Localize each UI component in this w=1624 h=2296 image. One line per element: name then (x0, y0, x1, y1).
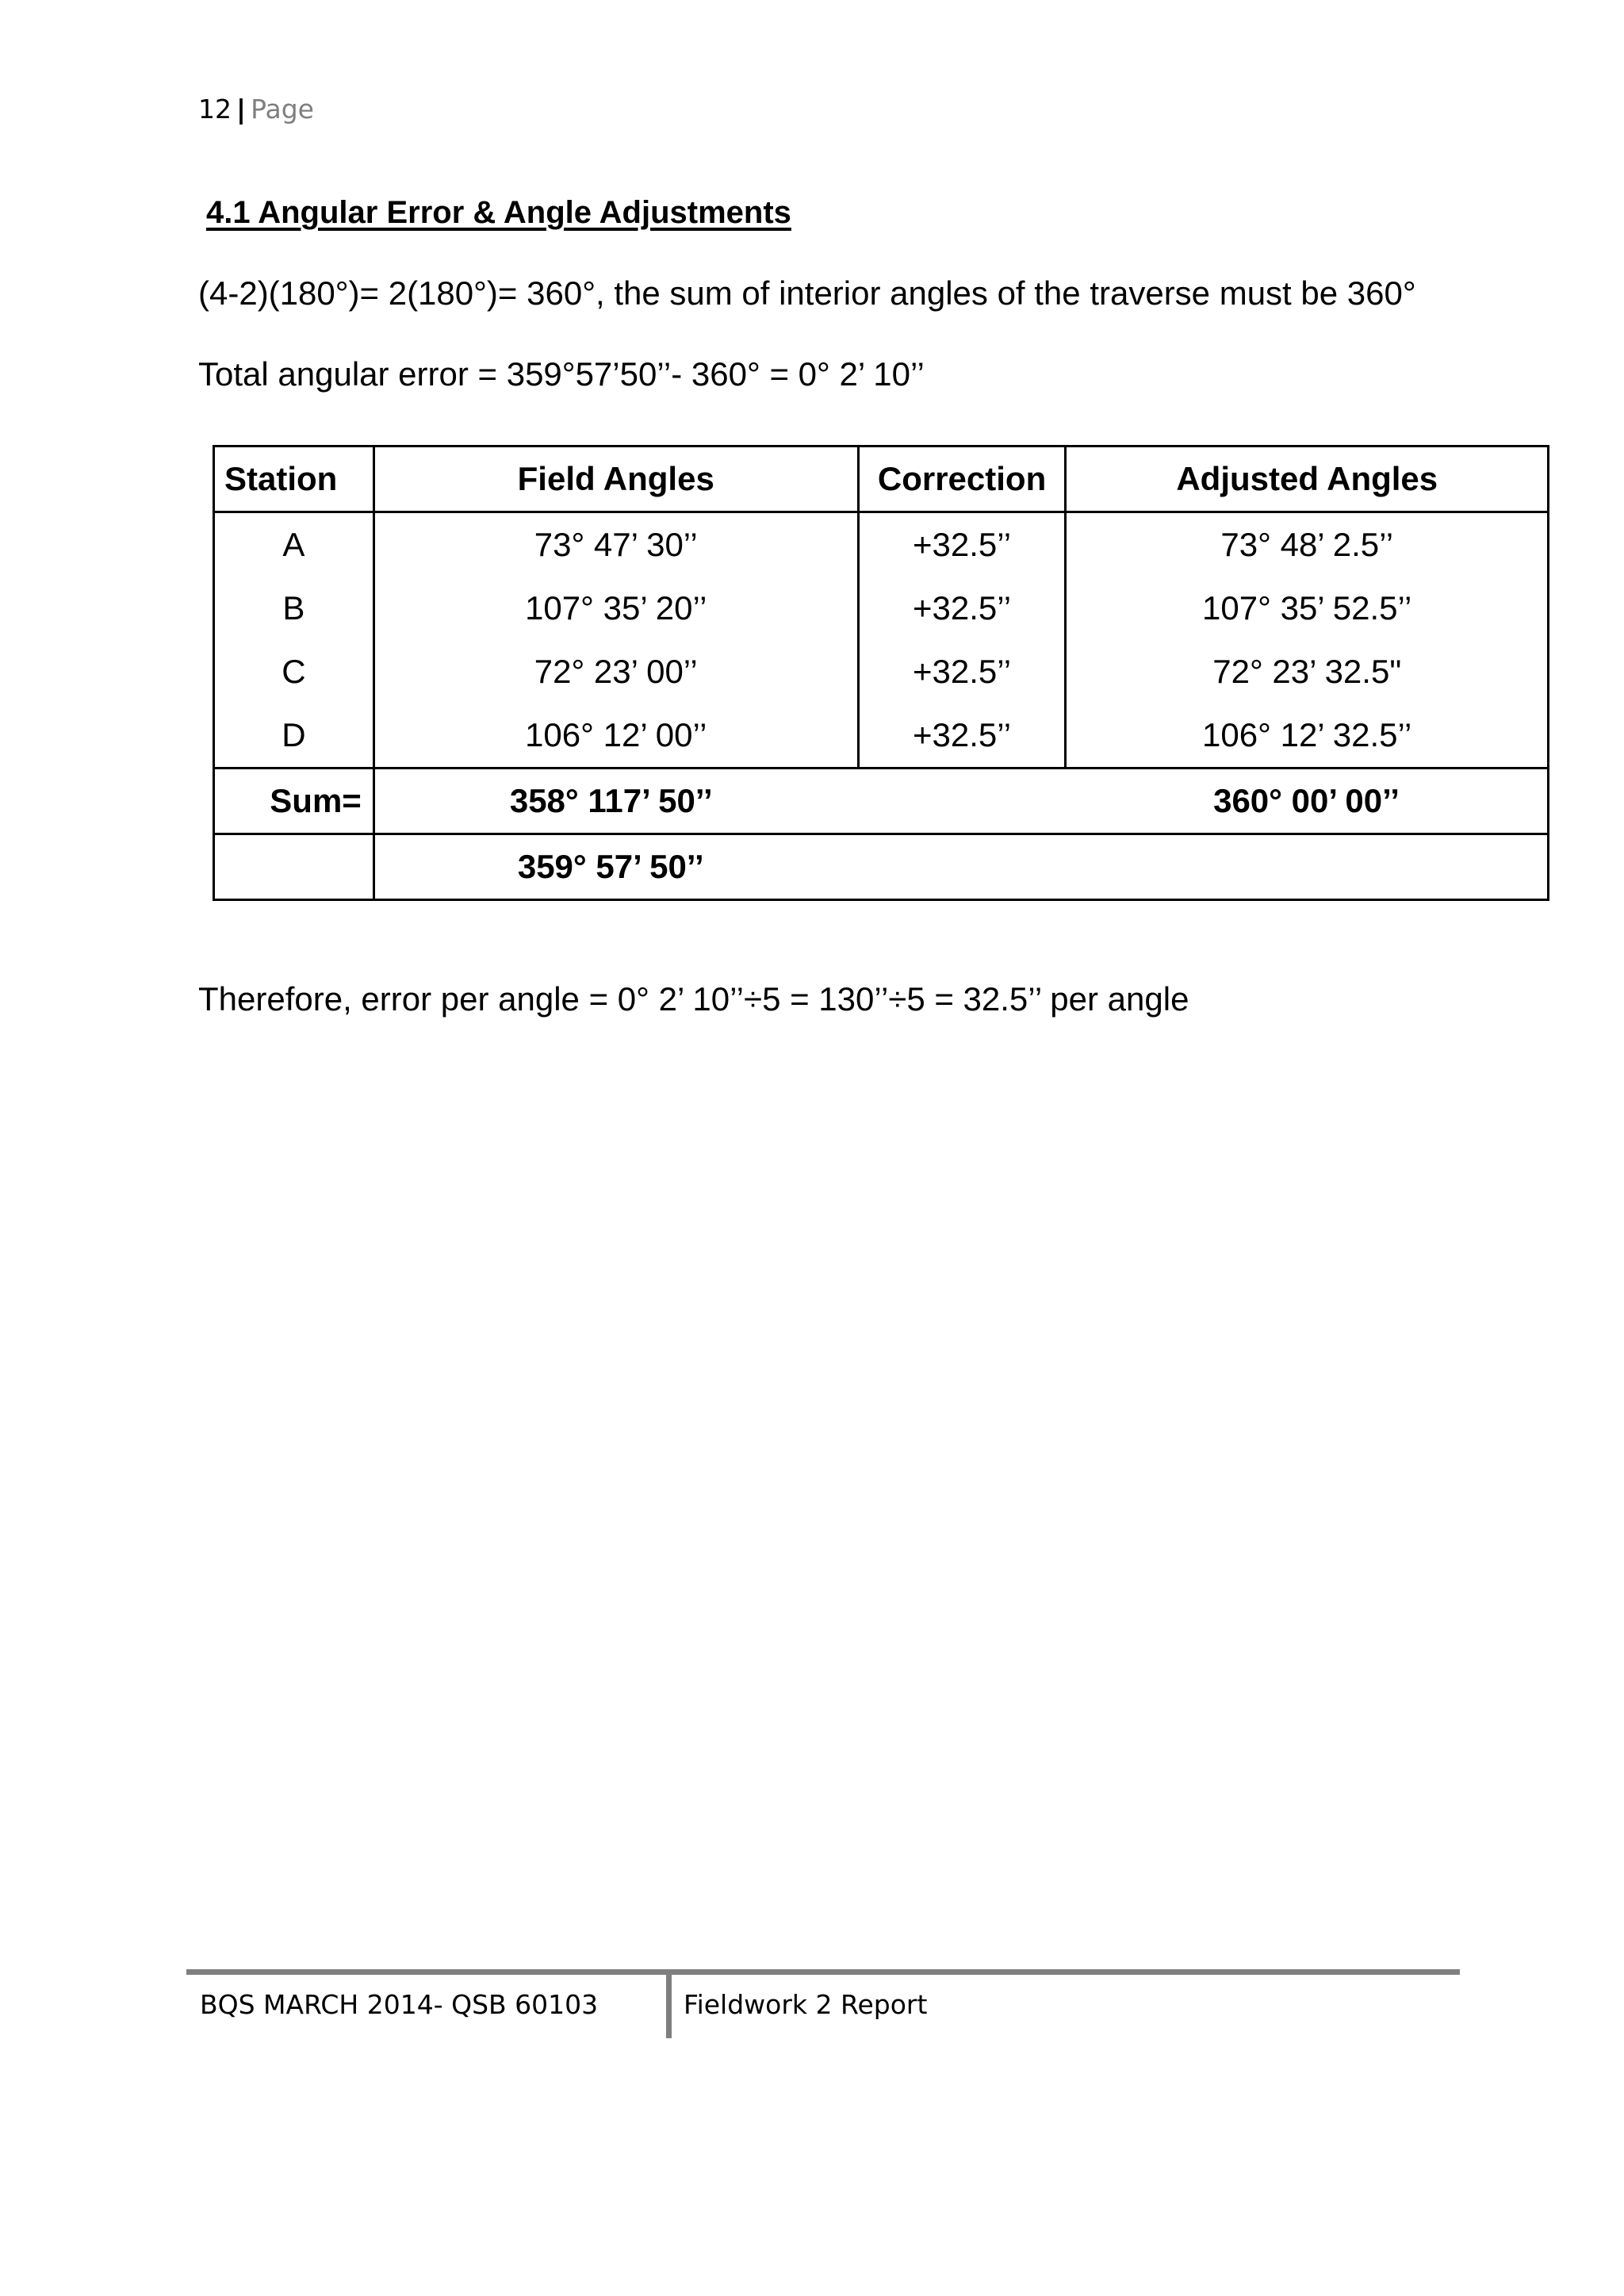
correction-cell: +32.5’’ (858, 577, 1066, 640)
field-angle-cell: 106° 12’ 00’’ (373, 703, 858, 769)
total-correction-blank (858, 834, 1066, 900)
correction-cell: +32.5’’ (858, 703, 1066, 769)
page-word: Page (251, 94, 314, 125)
sum-adjusted-angles: 360° 00’ 00’’ (1066, 769, 1549, 834)
header-correction: Correction (858, 447, 1066, 512)
page-number: 12 (198, 94, 232, 125)
total-label-blank (214, 834, 374, 900)
correction-cell: +32.5’’ (858, 640, 1066, 703)
footer-course-code: BQS MARCH 2014- QSB 60103 (200, 1989, 599, 2020)
sum-row (214, 769, 1549, 834)
total-field-angles: 359° 57’ 50’’ (373, 834, 858, 900)
station-cell: B (214, 577, 374, 640)
section-title: 4.1 Angular Error & Angle Adjustments (206, 195, 791, 230)
angle-adjustment-table (213, 445, 1549, 901)
sum-correction-blank (858, 769, 1066, 834)
station-cell: A (214, 512, 374, 577)
table-row (214, 577, 1549, 640)
table-row (214, 640, 1549, 703)
correction-cell: +32.5’’ (858, 512, 1066, 577)
field-angle-cell: 73° 47’ 30’’ (373, 512, 858, 577)
error-per-angle-paragraph: Therefore, error per angle = 0° 2’ 10’’÷5 = 130’’÷5 = 32.5’’ per angle (198, 980, 1189, 1018)
station-cell: D (214, 703, 374, 769)
adjusted-angle-cell: 72° 23’ 32.5" (1066, 640, 1549, 703)
table-header-row (214, 447, 1549, 512)
header-adjusted-angles: Adjusted Angles (1066, 447, 1549, 512)
page-header (198, 94, 314, 125)
field-angle-cell: 72° 23’ 00’’ (373, 640, 858, 703)
table-row (214, 512, 1549, 577)
total-error-paragraph: Total angular error = 359°57’50’’- 360° = 0° 2’ 10’’ (198, 355, 925, 393)
footer-report-title: Fieldwork 2 Report (684, 1989, 928, 2020)
header-separator: | (236, 94, 247, 125)
total-adjusted-blank (1066, 834, 1549, 900)
field-angle-cell: 107° 35’ 20’’ (373, 577, 858, 640)
sum-field-angles: 358° 117’ 50’’ (373, 769, 858, 834)
adjusted-angle-cell: 73° 48’ 2.5’’ (1066, 512, 1549, 577)
footer-rule (186, 1969, 1460, 1975)
sum-label: Sum= (214, 769, 374, 834)
table-row (214, 703, 1549, 769)
adjusted-angle-cell: 106° 12’ 32.5’’ (1066, 703, 1549, 769)
sum-rule-paragraph: (4-2)(180°)= 2(180°)= 360°, the sum of interior angles of the traverse must be 360° (198, 274, 1416, 312)
header-station: Station (214, 447, 374, 512)
footer-divider (666, 1973, 672, 2038)
header-field-angles: Field Angles (373, 447, 858, 512)
station-cell: C (214, 640, 374, 703)
total-row (214, 834, 1549, 900)
adjusted-angle-cell: 107° 35’ 52.5’’ (1066, 577, 1549, 640)
